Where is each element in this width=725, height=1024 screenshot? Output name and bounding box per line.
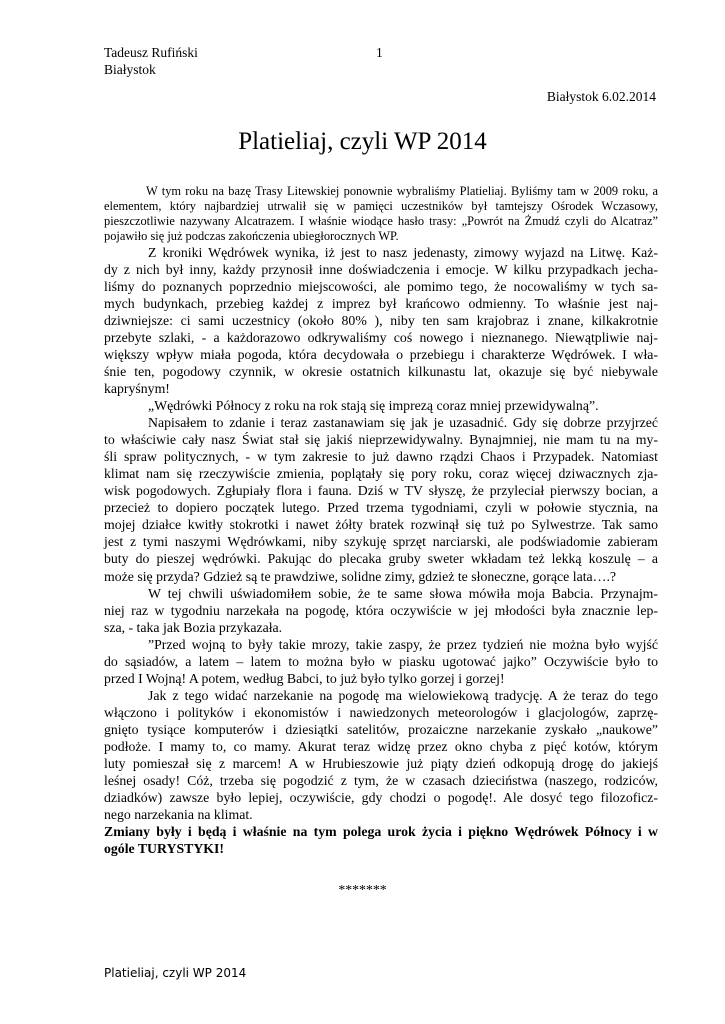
- dateline: Białystok 6.02.2014: [546, 89, 656, 104]
- text-line: do sąsiadów, a latem – latem to można było w piasku ugotować jajko” Oczywiście było to: [104, 653, 658, 669]
- text-line: buty do pieszej wędrówki. Pakując do plecaka gruby sweter wkładam też lekką koszulę – a: [104, 551, 658, 567]
- text-line: dy z nich był inny, każdy przynosił inne doświadczenia i emocje. W kilku przypadkach jecha-: [104, 261, 658, 277]
- text-line: wisk pogodowych. Zgłupiały flora i fauna. Dziś w TV słyszę, że przyleciał pierwszy bocian, a: [104, 483, 658, 499]
- text-line: podłoże. I mamy to, co mamy. Akurat teraz widzę przez okno chyba z pięć kotów, którym: [104, 738, 658, 754]
- text-line: przebyte szlaki, - a każdorazowo odkrywaliśmy coś nowego i nieznanego. Niewątpliwie naj-: [104, 329, 658, 345]
- text-line: śnie ten, pogodowy czynnik, w okresie ostatnich kilkunastu lat, okazuje się być niebywale: [104, 363, 658, 379]
- main-text: [104, 244, 658, 858]
- text-line: liśmy do poznanych poprzednio miejscowości, ale pomimo tego, że nocowaliśmy w tych sa-: [104, 278, 658, 294]
- text-line: większy wpływ miała pogoda, która decydowała o przebiegu i charakterze Wędrówek. I wła-: [104, 346, 658, 362]
- page-footer: Platieliaj, czyli WP 2014: [104, 966, 247, 980]
- author-name: Tadeusz Rufiński: [104, 45, 198, 60]
- text-line: klimat nam się rzeczywiście zmienia, poplątały się pory roku, coraz więcej dziwacznych zja-: [104, 466, 658, 482]
- text-line: Zmiany były i będą i właśnie na tym polega urok życia i piękno Wędrówek Północy i w: [104, 824, 658, 840]
- text-line: dziadków) zawsze było lepiej, oczywiście, gdy chodzi o pogodę!. Ale dosyć tego filozoficz-: [104, 790, 658, 806]
- text-line: to właściwie cały nasz Świat stał się jakiś nieprzewidywalny. Bynajmniej, nie mam tu na my-: [104, 432, 658, 448]
- page-number: 1: [376, 45, 383, 60]
- text-line: gnięto tysiące komputerów i dziesiątki satelitów, prozaiczne narzekanie zyskało „naukowe”: [104, 721, 658, 737]
- text-line: włączono i polityków i ekonomistów i nawiedzonych meteorologów i glacjologów, zaprzę-: [104, 704, 658, 720]
- document-title: Platieliaj, czyli WP 2014: [238, 128, 487, 155]
- text-line: leśnej osady! Cóż, trzeba się pogodzić z tym, że w czasach dzieciństwa (naszego, rodziców,: [104, 773, 658, 789]
- text-line: ”Przed wojną to były takie mrozy, takie zaspy, że przez tydzień nie można było wyjść: [148, 636, 658, 652]
- text-line: „Wędrówki Północy z roku na rok stają się imprezą coraz mniej przewidywalną”.: [148, 398, 599, 414]
- text-line: nego narzekania na klimat.: [104, 807, 253, 823]
- text-line: może się przyda? Gdzież są te prawdziwe, solidne zimy, gdzież te słoneczne, gorące lata….?: [104, 568, 617, 584]
- text-line: sza, - taka jak Bozia przykazała.: [104, 619, 283, 635]
- text-line: dziwniejsze: ci sami uczestnicy (około 80% ), niby ten sam krajobraz i znane, kilkakrotnie: [104, 312, 658, 328]
- text-line: Z kroniki Wędrówek wynika, iż jest to nasz jedenasty, zimowy wyjazd na Litwę. Każ-: [148, 244, 658, 260]
- text-line: Jak z tego widać narzekanie na pogodę ma wielowiekową tradycję. A że teraz do tego: [148, 687, 658, 703]
- document-body: [104, 184, 658, 857]
- text-line: W tej chwili uświadomiłem sobie, że te same słowa mówiła moja Babcia. Przynajm-: [148, 585, 658, 601]
- intro-paragraph: W tym roku na bazę Trasy Litewskiej ponownie wybraliśmy Platieliaj. Byliśmy tam w 2009 roku, a elementem, który najbardziej utrwalił się w pamięci uczestników był tamtejszy Ośrodek Wczasowy, pieszczotliwie nazywany Alcatrazem. I właśnie wiodące hasło trasy: „Powrót na Żmudź czyli do Alcatraz” pojawiło się już podczas zakończenia ubiegłorocznych WP.: [104, 184, 658, 243]
- text-line: przecież to dopiero początek lutego. Przed trzema tygodniami, czyli w połowie stycznia, na: [104, 500, 658, 516]
- text-line: przed I Wojną! A potem, według Babci, to już było tylko gorzej i gorzej!: [104, 670, 505, 686]
- text-line: Napisałem to zdanie i teraz zastanawiam się jak je uzasadnić. Gdy się dobrze przyjrzeć: [148, 415, 658, 431]
- author-city: Białystok: [104, 62, 156, 77]
- text-line: niej raz w tygodniu narzekała na pogodę, która oczywiście w jej młodości była znacznie lep-: [104, 602, 658, 618]
- section-separator: *******: [338, 882, 387, 897]
- text-line: kapryśnym!: [104, 381, 170, 396]
- text-line: śli spraw politycznych, - w tym zakresie to już dawno rządzi Chaos i Przypadek. Natomiast: [104, 449, 658, 465]
- text-line: ogóle TURYSTYKI!: [104, 841, 224, 857]
- text-line: mych budynkach, przebieg każdej z imprez był krańcowo odmienny. To właśnie jest naj-: [104, 295, 658, 311]
- text-line: mojej działce kwitły stokrotki i nawet żółty bratek rozwinął się tuż po Sylwestrze. Tak samo: [104, 517, 658, 533]
- text-line: luty pomieszał się z marcem! A w Hrubieszowie już piąty dzień odkopują drogę do jakiejś: [104, 756, 658, 772]
- text-line: jest z tymi naszymi Wędrówkami, niby szykuję sprzęt narciarski, ale podświadomie zabieram: [104, 534, 658, 550]
